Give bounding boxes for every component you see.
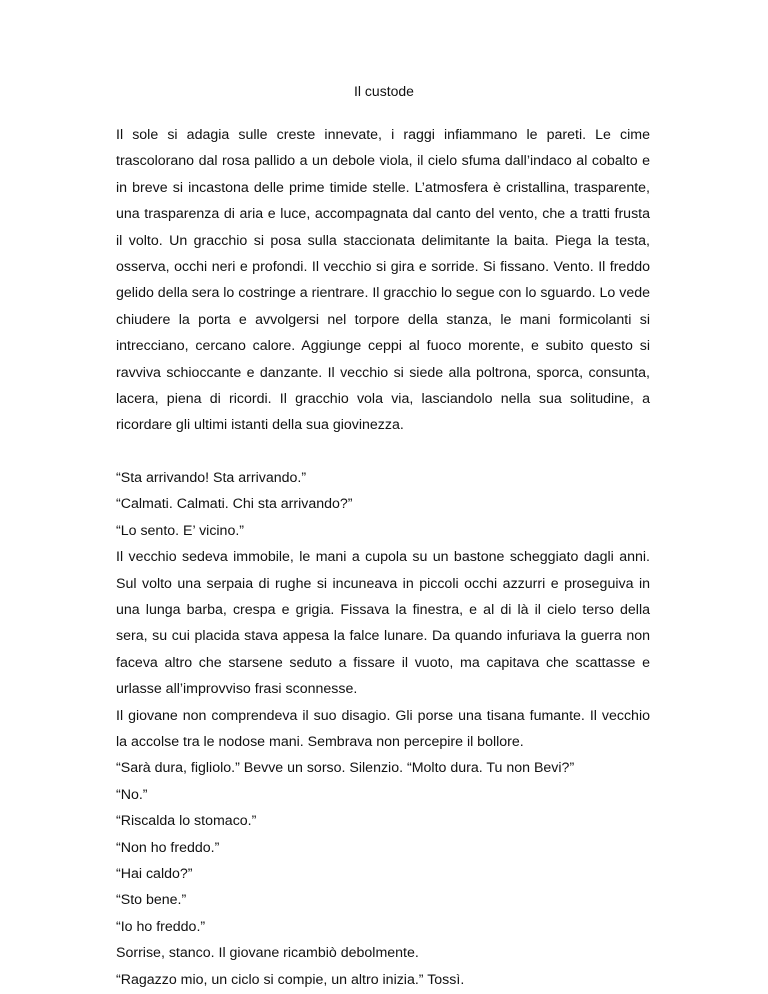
dialogue-line: “Non ho freddo.” (116, 839, 220, 856)
dialogue-line: “Calmati. Calmati. Chi sta arrivando?” (116, 496, 353, 513)
dialogue-line: “Lo sento. E’ vicino.” (116, 522, 245, 539)
paragraph-young-man: Il giovane non comprendeva il suo disagio. Gli porse una tisana fumante. Il vecchio la accolse tra le nodose mani. Sembrava non percepire il bollore. (116, 707, 650, 750)
document-body (116, 122, 650, 993)
paragraph-spacer (116, 439, 650, 465)
paragraph-opening: Il sole si adagia sulle creste innevate, i raggi infiammano le pareti. Le cime trascolorano dal rosa pallido a un debole viola, il cielo sfuma dall’indaco al cobalto e in breve si incastona delle prime timide stelle. L’atmosfera è cristallina, trasparente, una trasparenza di aria e luce, accompagnata dal canto del vento, che a tratti frusta il volto. Un gracchio si posa sulla staccionata delimitante la baita. Piega la testa, osserva, occhi neri e profondi. Il vecchio si gira e sorride. Si fissano. Vento. Il freddo gelido della sera lo costringe a rientrare. Il gracchio lo segue con lo sguardo. Lo vede chiudere la porta e avvolgersi nel torpore della stanza, le mani formicolanti si intrecciano, cercano calore. Aggiunge ceppi al fuoco morente, e subito questo si ravviva schioccante e danzante. Il vecchio si siede alla poltrona, sporca, consunta, lacera, piena di ricordi. Il gracchio vola via, lasciandolo nella sua solitudine, a ricordare gli ultimi istanti della sua giovinezza. (116, 127, 650, 434)
dialogue-line: “Io ho freddo.” (116, 918, 206, 935)
paragraph-old-man: Il vecchio sedeva immobile, le mani a cupola su un bastone scheggiato dagli anni. Sul volto una serpaia di rughe si incuneava in piccoli occhi azzurri e proseguiva in una lunga barba, crespa e grigia. Fissava la finestra, e al di là il cielo terso della sera, su cui placida stava appesa la falce lunare. Da quando infuriava la guerra non faceva altro che starsene seduto a fissare il vuoto, ma capitava che scattasse e urlasse all’improvviso frasi sconnesse. (116, 549, 650, 698)
dialogue-line: “Sta arrivando! Sta arrivando.” (116, 469, 307, 486)
dialogue-line: “Ragazzo mio, un ciclo si compie, un altro inizia.” Tossì. (116, 971, 465, 988)
dialogue-line: “Sarà dura, figliolo.” Bevve un sorso. Silenzio. “Molto dura. Tu non Bevi?” (116, 760, 575, 777)
dialogue-line: “No.” (116, 786, 148, 803)
dialogue-line: “Hai caldo?” (116, 865, 193, 882)
page-title: Il custode (354, 83, 414, 99)
narration-line: Sorrise, stanco. Il giovane ricambiò debolmente. (116, 945, 419, 962)
dialogue-line: “Riscalda lo stomaco.” (116, 813, 257, 830)
dialogue-line: “Sto bene.” (116, 892, 187, 909)
